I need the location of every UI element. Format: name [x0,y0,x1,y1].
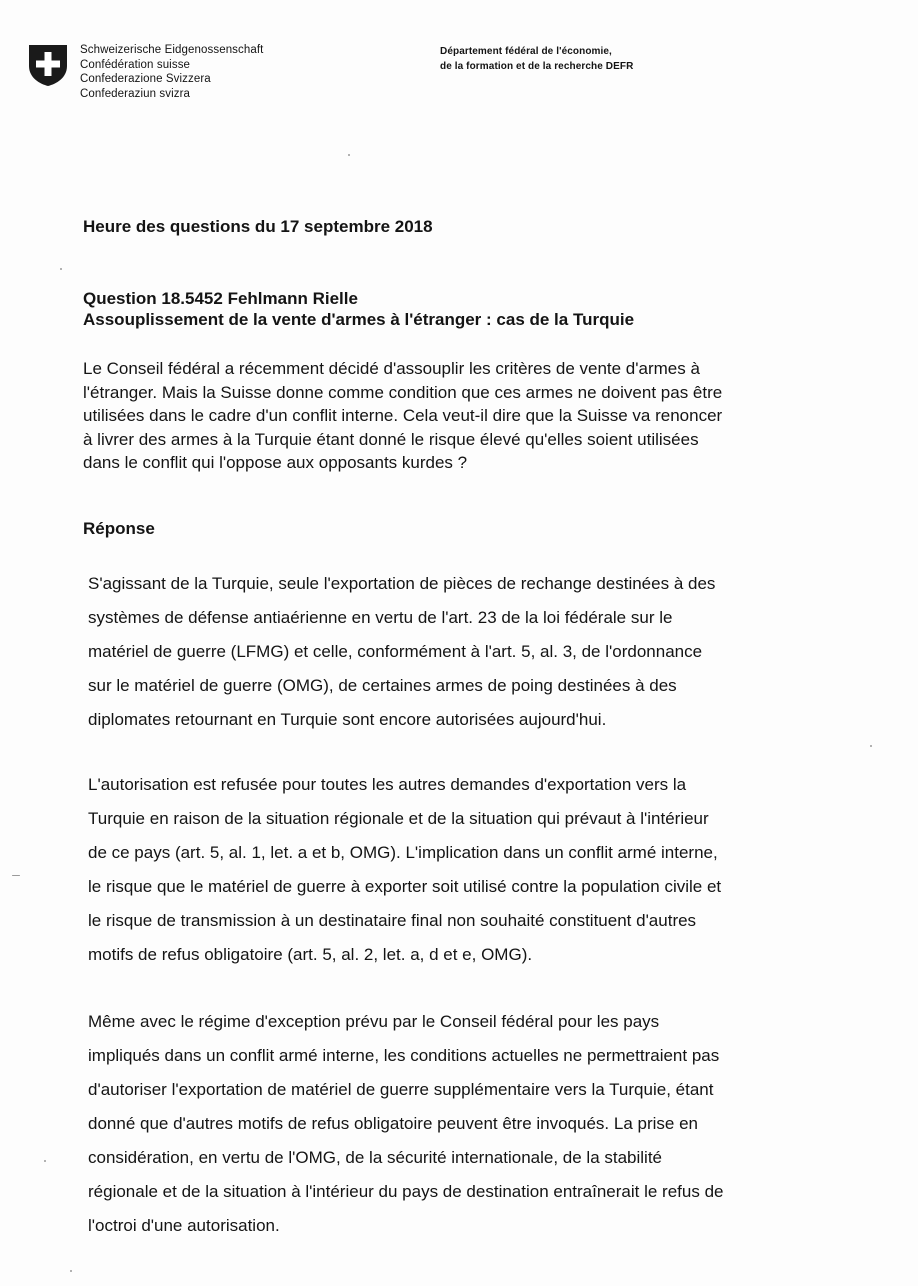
paragraph-line: L'autorisation est refusée pour toutes les autres demandes d'exportation vers la [88,775,687,794]
paragraph-line: S'agissant de la Turquie, seule l'exportation de pièces de rechange destinées à des [88,574,716,593]
answer-paragraph-3 [88,1005,868,1243]
paragraph-line: régionale et de la situation à l'intérieur du pays de destination entraînerait le refus de [88,1182,724,1201]
department-name [440,44,633,74]
scan-speck [70,1270,72,1272]
org-name-fr: Confédération suisse [80,58,191,71]
answer-heading: Réponse [83,519,155,538]
paragraph-line: motifs de refus obligatoire (art. 5, al. 2, let. a, d et e, OMG). [88,945,533,964]
paragraph-line: l'octroi d'une autorisation. [88,1216,280,1235]
question-line: utilisées dans le cadre d'un conflit interne. Cela veut-il dire que la Suisse va renoncer [83,406,723,425]
scan-speck [12,875,20,876]
paragraph-line: le risque de transmission à un destinataire final non souhaité constituent d'autres [88,911,697,930]
question-line: l'étranger. Mais la Suisse donne comme condition que ces armes ne doivent pas être [83,382,723,402]
scan-speck [870,745,872,747]
question-title: Assouplissement de la vente d'armes à l'étranger : cas de la Turquie [83,310,635,329]
department-line-1: Département fédéral de l'économie, [440,46,612,57]
paragraph-line: systèmes de défense antiaérienne en vertu de l'art. 23 de la loi fédérale sur le [88,608,673,627]
question-line: à livrer des armes à la Turquie étant donné le risque élevé qu'elles soient utilisées [83,429,699,449]
department-line-2: de la formation et de la recherche DEFR [440,61,634,72]
scan-speck [348,154,350,156]
answer-paragraph-1 [88,567,868,737]
paragraph-line: donné que d'autres motifs de refus obligatoire peuvent être invoqués. La prise en [88,1114,698,1133]
org-name-it: Confederazione Svizzera [80,73,211,85]
org-name-rm: Confederaziun svizra [80,87,191,100]
paragraph-line: sur le matériel de guerre (OMG), de certaines armes de poing destinées à des [88,676,677,695]
paragraph-line: impliqués dans un conflit armé interne, les conditions actuelles ne permettraient pas [88,1046,720,1065]
paragraph-line: de ce pays (art. 5, al. 1, let. a et b, OMG). L'implication dans un conflit armé interne, [88,843,718,862]
org-name-de: Schweizerische Eidgenossenschaft [80,44,264,56]
paragraph-line: Turquie en raison de la situation régionale et de la situation qui prévaut à l'intérieur [88,809,709,828]
paragraph-line: matériel de guerre (LFMG) et celle, conformément à l'art. 5, al. 3, de l'ordonnance [88,642,703,661]
question-text [83,357,863,475]
question-line: dans le conflit qui l'oppose aux opposants kurdes ? [83,453,468,472]
session-title: Heure des questions du 17 septembre 2018 [83,217,433,236]
swiss-crest-icon [28,44,68,87]
paragraph-line: le risque que le matériel de guerre à exporter soit utilisé contre la population civile et [88,877,722,896]
question-header [83,288,634,330]
paragraph-line: considération, en vertu de l'OMG, de la sécurité internationale, de la stabilité [88,1148,663,1167]
paragraph-line: diplomates retournant en Turquie sont encore autorisées aujourd'hui. [88,710,607,729]
scan-speck [60,268,62,270]
scan-speck [44,1160,46,1162]
paragraph-line: d'autoriser l'exportation de matériel de guerre supplémentaire vers la Turquie, étant [88,1080,714,1099]
paragraph-line: Même avec le régime d'exception prévu par le Conseil fédéral pour les pays [88,1012,660,1031]
organization-names [80,43,263,101]
question-number: Question 18.5452 Fehlmann Rielle [83,289,358,308]
question-line: Le Conseil fédéral a récemment décidé d'assouplir les critères de vente d'armes à [83,359,700,378]
answer-paragraph-2 [88,768,868,972]
